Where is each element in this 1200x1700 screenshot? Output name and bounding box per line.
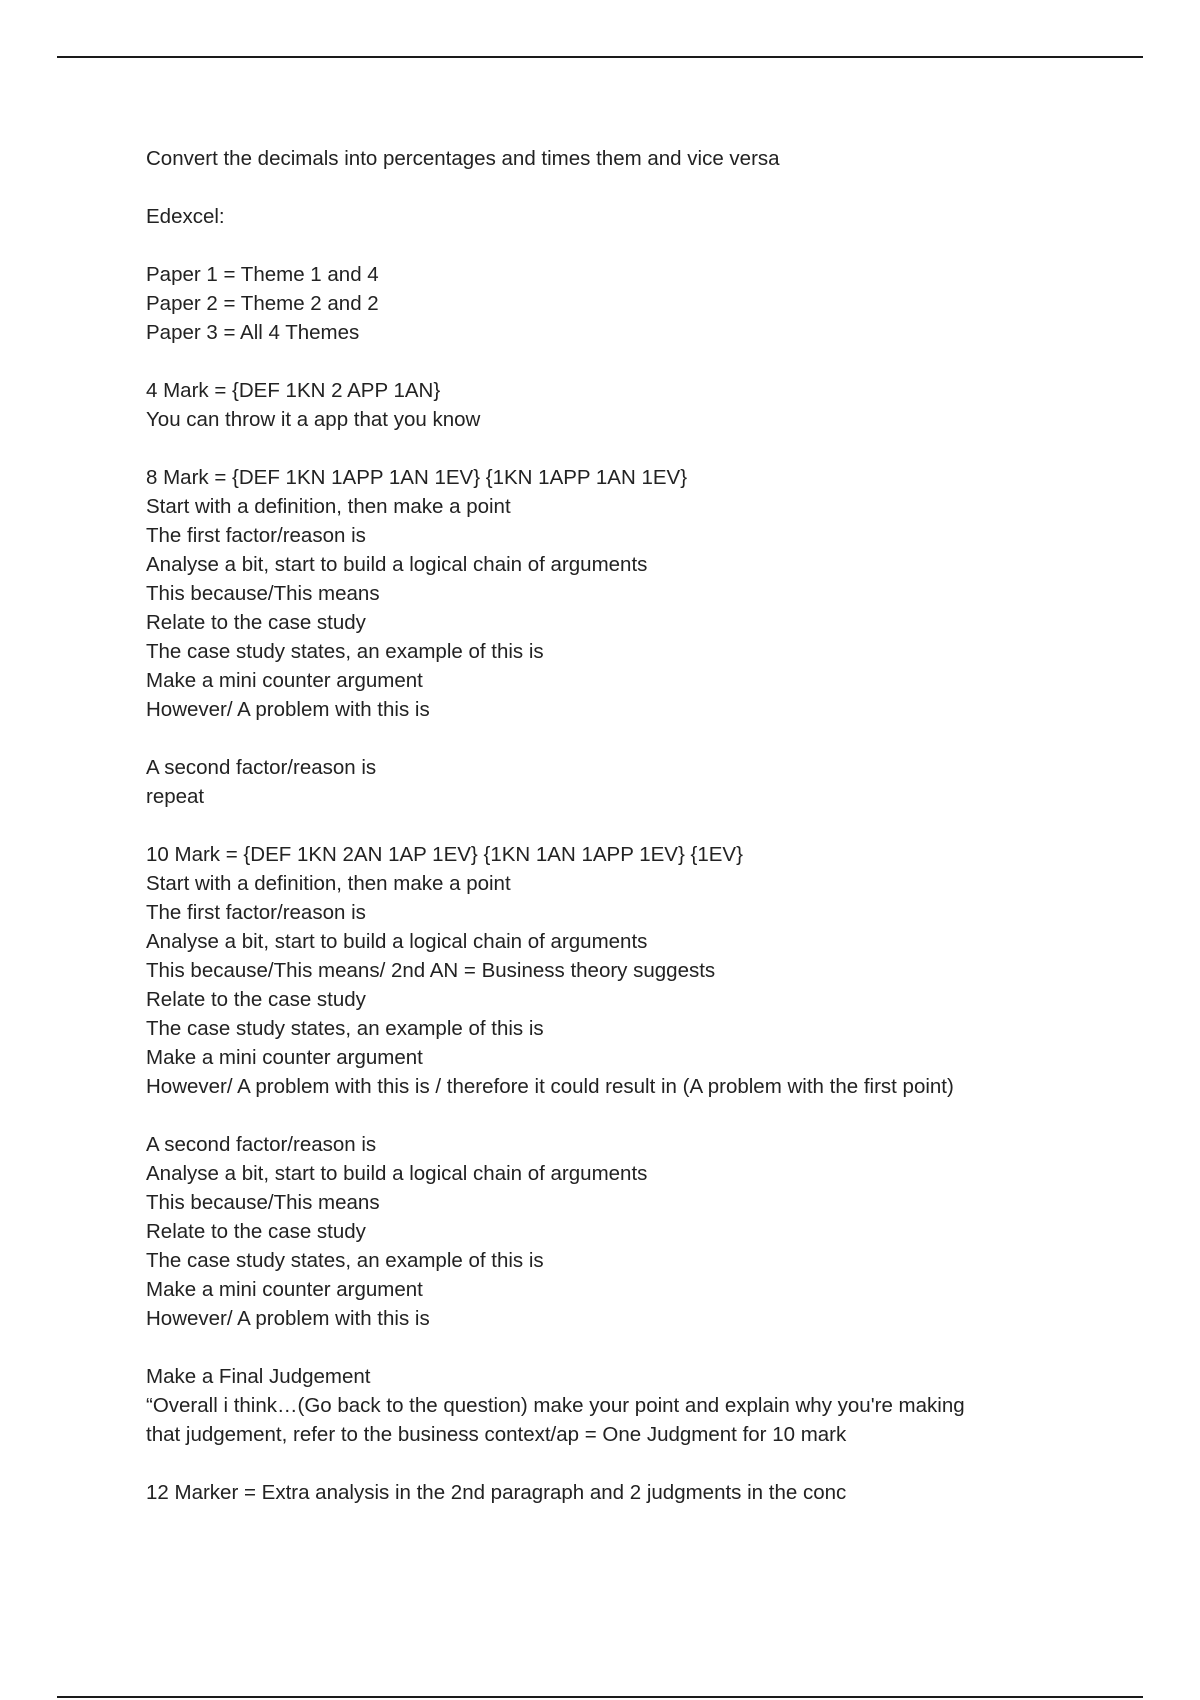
eight-mark-line: repeat xyxy=(146,785,205,808)
four-mark-heading: 4 Mark = {DEF 1KN 2 APP 1AN} xyxy=(146,379,441,402)
spacer xyxy=(146,1101,1146,1130)
ten-mark-line: Analyse a bit, start to build a logical chain of arguments xyxy=(146,930,648,953)
ten-mark-line: Analyse a bit, start to build a logical chain of arguments xyxy=(146,1162,648,1185)
ten-mark-line: Make a mini counter argument xyxy=(146,1046,423,1069)
eight-mark-line: A second factor/reason is xyxy=(146,756,377,779)
spacer xyxy=(146,347,1146,376)
eight-mark-line: The case study states, an example of this is xyxy=(146,640,544,663)
spacer xyxy=(146,1333,1146,1362)
eight-mark-line: Make a mini counter argument xyxy=(146,669,423,692)
eight-mark-heading: 8 Mark = {DEF 1KN 1APP 1AN 1EV} {1KN 1APP 1AN 1EV} xyxy=(146,466,688,489)
ten-mark-heading: 10 Mark = {DEF 1KN 2AN 1AP 1EV} {1KN 1AN 1APP 1EV} {1EV} xyxy=(146,843,743,866)
ten-mark-line: However/ A problem with this is xyxy=(146,1307,430,1330)
top-divider xyxy=(57,56,1143,58)
intro-text: Convert the decimals into percentages and times them and vice versa xyxy=(146,147,780,170)
final-judgement-line: that judgement, refer to the business context/ap = One Judgment for 10 mark xyxy=(146,1423,847,1446)
eight-mark-line: However/ A problem with this is xyxy=(146,698,430,721)
twelve-mark-line: 12 Marker = Extra analysis in the 2nd paragraph and 2 judgments in the conc xyxy=(146,1481,847,1504)
eight-mark-line: Analyse a bit, start to build a logical chain of arguments xyxy=(146,553,648,576)
ten-mark-line: The case study states, an example of this is xyxy=(146,1017,544,1040)
ten-mark-line: Relate to the case study xyxy=(146,988,366,1011)
ten-mark-line: This because/This means/ 2nd AN = Business theory suggests xyxy=(146,959,716,982)
ten-mark-line: This because/This means xyxy=(146,1191,380,1214)
spacer xyxy=(146,1449,1146,1478)
ten-mark-line: Start with a definition, then make a point xyxy=(146,872,511,895)
ten-mark-line: The first factor/reason is xyxy=(146,901,366,924)
final-judgement-heading: Make a Final Judgement xyxy=(146,1365,371,1388)
spacer xyxy=(146,173,1146,202)
spacer xyxy=(146,231,1146,260)
eight-mark-line: This because/This means xyxy=(146,582,380,605)
ten-mark-line: Relate to the case study xyxy=(146,1220,366,1243)
eight-mark-line: Relate to the case study xyxy=(146,611,366,634)
exam-board-heading: Edexcel: xyxy=(146,205,225,228)
spacer xyxy=(146,811,1146,840)
eight-mark-line: Start with a definition, then make a point xyxy=(146,495,511,518)
paper-line: Paper 1 = Theme 1 and 4 xyxy=(146,263,379,286)
paper-line: Paper 2 = Theme 2 and 2 xyxy=(146,292,379,315)
ten-mark-line: The case study states, an example of this is xyxy=(146,1249,544,1272)
four-mark-line: You can throw it a app that you know xyxy=(146,408,481,431)
paper-line: Paper 3 = All 4 Themes xyxy=(146,321,360,344)
spacer xyxy=(146,724,1146,753)
ten-mark-line: A second factor/reason is xyxy=(146,1133,377,1156)
spacer xyxy=(146,434,1146,463)
bottom-divider xyxy=(57,1696,1143,1698)
document-body xyxy=(146,144,1146,1507)
final-judgement-line: “Overall i think…(Go back to the question) make your point and explain why you're making xyxy=(146,1394,965,1417)
ten-mark-line: Make a mini counter argument xyxy=(146,1278,423,1301)
ten-mark-line: However/ A problem with this is / therefore it could result in (A problem with the first point) xyxy=(146,1075,954,1098)
eight-mark-line: The first factor/reason is xyxy=(146,524,366,547)
